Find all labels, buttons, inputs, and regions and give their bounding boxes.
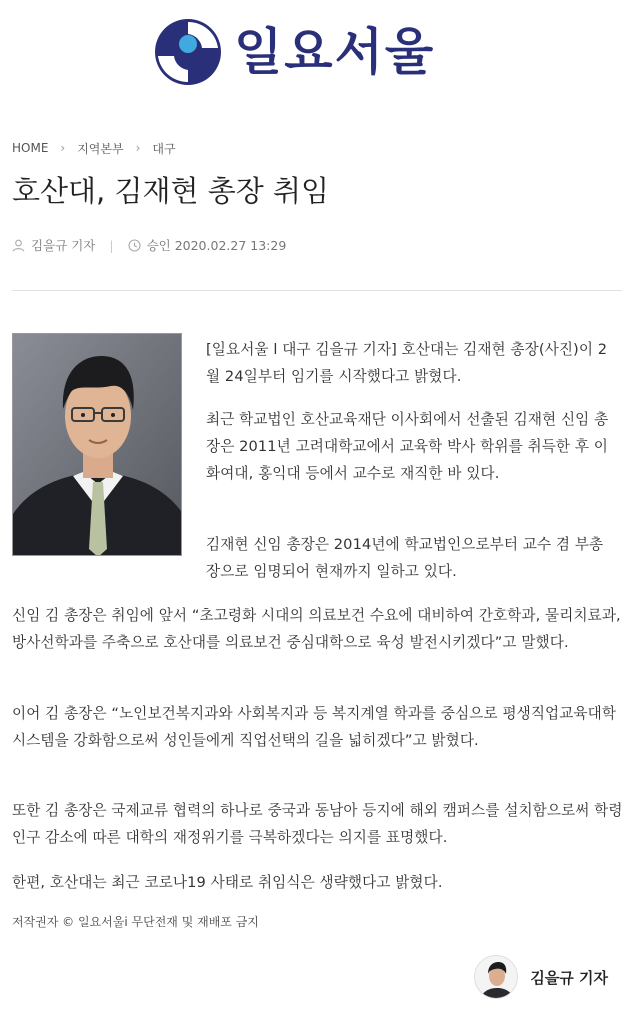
- breadcrumb-home[interactable]: HOME: [12, 141, 49, 155]
- header-divider: [12, 290, 622, 291]
- reporter-name[interactable]: 김을규 기자: [31, 238, 96, 253]
- article-paragraph: [일요서울 l 대구 김을규 기자] 호산대는 김재현 총장(사진)이 2월 24일부터 임기를 시작했다고 밝혔다.: [206, 341, 608, 385]
- article-paragraph: 또한 김 총장은 국제교류 협력의 하나로 중국과 동남아 등지에 해외 캠퍼스를 설치함으로써 학령인구 감소에 따른 대학의 재정위기를 극복하겠다는 의지를 표명했다.: [12, 802, 623, 846]
- article-photo[interactable]: [12, 333, 182, 556]
- breadcrumb-region[interactable]: 지역본부: [77, 141, 124, 156]
- copyright-notice: 저작권자 © 일요서울i 무단전재 및 재배포 금지: [12, 915, 259, 929]
- chevron-right-icon: ›: [60, 141, 66, 155]
- logo-icon[interactable]: [154, 18, 222, 86]
- author-name[interactable]: 김을규 기자: [530, 968, 608, 987]
- article-paragraph: 한편, 호산대는 최근 코로나19 사태로 취임식은 생략했다고 밝혔다.: [12, 874, 443, 891]
- breadcrumb-daegu[interactable]: 대구: [152, 141, 176, 156]
- article-byline: [12, 236, 286, 254]
- author-box[interactable]: [474, 955, 608, 999]
- site-header: [0, 0, 634, 100]
- article-paragraph: 이어 김 총장은 “노인보건복지과와 사회복지과 등 복지계열 학과를 중심으로 평생직업교육대학 시스템을 강화함으로써 성인들에게 직업선택의 길을 넓히겠다”고 밝혔다.: [12, 705, 617, 749]
- chevron-right-icon: ›: [135, 141, 141, 155]
- article-paragraph: 최근 학교법인 호산교육재단 이사회에서 선출된 김재현 신임 총장은 2011년 고려대학교에서 교육학 박사 학위를 취득한 후 이화여대, 홍익대 등에서 교수로 재직한 바 있다.: [206, 411, 609, 482]
- breadcrumb: [12, 139, 176, 157]
- avatar[interactable]: [474, 955, 518, 999]
- byline-divider: |: [109, 237, 114, 253]
- approved-time: 승인 2020.02.27 13:29: [146, 238, 287, 253]
- article-paragraph: 김재현 신임 총장은 2014년에 학교법인으로부터 교수 겸 부총장으로 임명되어 현재까지 일하고 있다.: [206, 536, 604, 580]
- person-icon: [12, 239, 25, 252]
- clock-icon: [128, 239, 141, 252]
- site-logo-text[interactable]: 일요서울: [234, 23, 436, 81]
- article-paragraph: 신임 김 총장은 취임에 앞서 “초고령화 시대의 의료보건 수요에 대비하여 간호학과, 물리치료과, 방사선학과를 주축으로 호산대를 의료보건 중심대학으로 육성 발전시키겠다”고 말했다.: [12, 607, 621, 651]
- article-title: 호산대, 김재현 총장 취임: [12, 174, 330, 208]
